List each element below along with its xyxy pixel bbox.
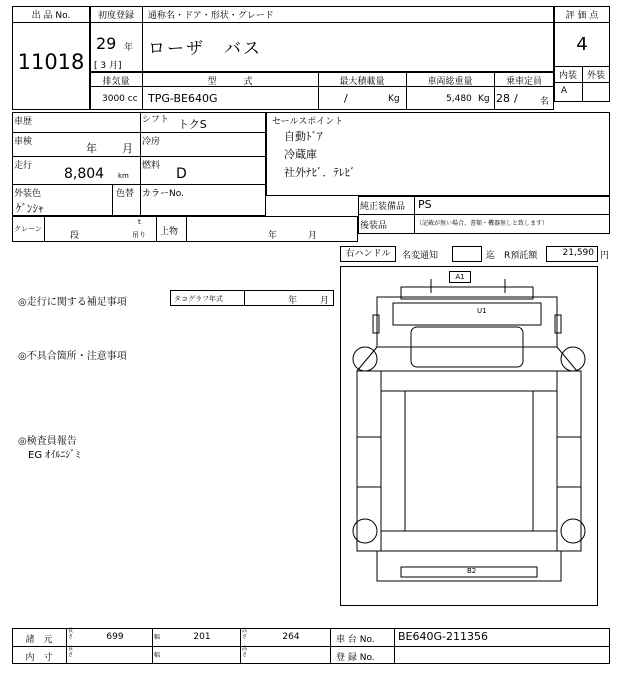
recycle-label: R預託額 [504, 251, 538, 261]
interior-label: 内装 [558, 71, 577, 81]
history-label: 車歴 [14, 117, 33, 127]
bus-outline-diagram [341, 267, 597, 605]
mark-b2: B2 [467, 567, 477, 575]
vehicle-diagram [340, 266, 598, 606]
recycle-unit: 円 [600, 251, 610, 261]
height-label: 高さ [242, 628, 248, 640]
width-label-inner: 幅 [154, 652, 161, 659]
length-label: 長さ [68, 628, 74, 640]
score-label: 評 価 点 [565, 11, 599, 21]
displacement-label: 排気量 [102, 77, 130, 87]
aftermarket-label: 後装品 [360, 221, 388, 231]
crane-ton: t [138, 218, 141, 226]
capacity: 28 [496, 92, 510, 105]
length-label-inner: 長さ [68, 646, 74, 658]
year-unit: 年 [124, 43, 134, 53]
width-label: 幅 [154, 634, 161, 641]
ac-label: 冷房 [142, 137, 161, 147]
name-change-box [452, 246, 482, 262]
height-label-inner: 高さ [242, 646, 248, 658]
running-label: ◎走行に関する補足事項 [18, 297, 127, 308]
shift-label: シフト [142, 115, 170, 125]
color-no-label: 色替 [116, 189, 135, 199]
fuel: D [176, 166, 187, 182]
color: ｹﾞﾝｼｬ [16, 202, 44, 215]
aftermarket-note: （記載が無い場合、書類・機器無しと致します） [416, 220, 549, 227]
genuine-label: 純正装備品 [360, 202, 406, 212]
rhd-box: 右ハンドル [340, 246, 396, 262]
name-label: 通称名・ドア・形状・グレード [148, 11, 274, 21]
color-label: 外装色 [14, 189, 42, 199]
inspection-label: 車検 [14, 137, 33, 147]
gross-weight: 5,480 [446, 94, 472, 104]
sales-label: セールスポイント [272, 117, 344, 127]
crane-hang: 吊り [132, 231, 146, 239]
upper-label: 上物 [160, 227, 179, 237]
tacho-label: タコグラフ年式 [174, 295, 223, 303]
gross-weight-label: 車両総重量 [427, 77, 473, 87]
max-load-label: 最大積載量 [339, 77, 385, 87]
name-change-label: 名変通知 [402, 251, 439, 261]
mileage-unit: km [118, 172, 129, 180]
genuine: PS [418, 198, 432, 211]
dims-label: 諸 元 [25, 635, 53, 645]
upper-year: 年 [268, 231, 278, 241]
score-value: 4 [576, 34, 588, 55]
inspector-report: EG ｵｲﾙﾆｼﾞﾐ [28, 450, 81, 461]
inspection-year: 年 [86, 142, 97, 155]
capacity-sep: / [514, 92, 518, 105]
shift: トクS [178, 118, 207, 131]
displacement: 3000 cc [102, 94, 138, 104]
crane-label: クレーン [14, 225, 42, 233]
chassis-value: BE640G-211356 [398, 630, 488, 643]
sales-point-1: 自動ﾄﾞｱ [284, 130, 323, 143]
mileage: 8,804 [64, 166, 105, 182]
width-value: 201 [193, 632, 211, 642]
month-value: [ 3 月] [94, 61, 122, 71]
color-code-label: カラーNo. [142, 189, 184, 199]
mileage-label: 走行 [14, 161, 33, 171]
defects-label: ◎不具合箇所・注意事項 [18, 351, 127, 362]
lot-number-label: 出 品 No. [31, 11, 71, 21]
tacho-month: 月 [320, 296, 330, 306]
length-value: 699 [106, 632, 124, 642]
recycle-amount: 21,590 [562, 248, 594, 258]
upper-month: 月 [308, 231, 318, 241]
sales-point-3: 社外ﾅﾋﾞ．ﾃﾚﾋﾞ [284, 166, 356, 179]
chassis-label: 車 台 No. [336, 635, 375, 645]
inspection-month: 月 [122, 142, 133, 155]
max-load-unit: Kg [388, 94, 400, 104]
gross-weight-unit: Kg [478, 94, 490, 104]
first-reg-label: 初度登録 [97, 11, 134, 21]
details-box [12, 112, 266, 216]
model-label: 型 式 [207, 77, 253, 87]
sales-point-2: 冷蔵庫 [284, 148, 317, 161]
interior-grade: A [560, 86, 568, 96]
inspector-label: ◎検査員報告 [18, 436, 77, 447]
tacho-year: 年 [288, 296, 298, 306]
mark-a1: A1 [449, 271, 471, 283]
lot-number: 11018 [17, 50, 85, 74]
fuel-label: 燃料 [142, 161, 161, 171]
reg-label: 登 録 No. [336, 653, 375, 663]
mark-u1: U1 [477, 307, 487, 315]
year-value: 29 [96, 34, 117, 53]
height-value: 264 [282, 632, 300, 642]
exterior-label: 外装 [586, 71, 605, 81]
crane-row [12, 216, 358, 242]
crane-step: 段 [70, 231, 80, 241]
capacity-unit: 名 [540, 97, 550, 107]
inner-label: 内 寸 [25, 653, 53, 663]
capacity-label: 乗車定員 [505, 77, 542, 87]
car-name: ローザ バス [148, 39, 262, 59]
max-load: / [344, 92, 348, 105]
deadline-label: 迄 [486, 251, 496, 261]
model: TPG-BE640G [148, 92, 218, 105]
